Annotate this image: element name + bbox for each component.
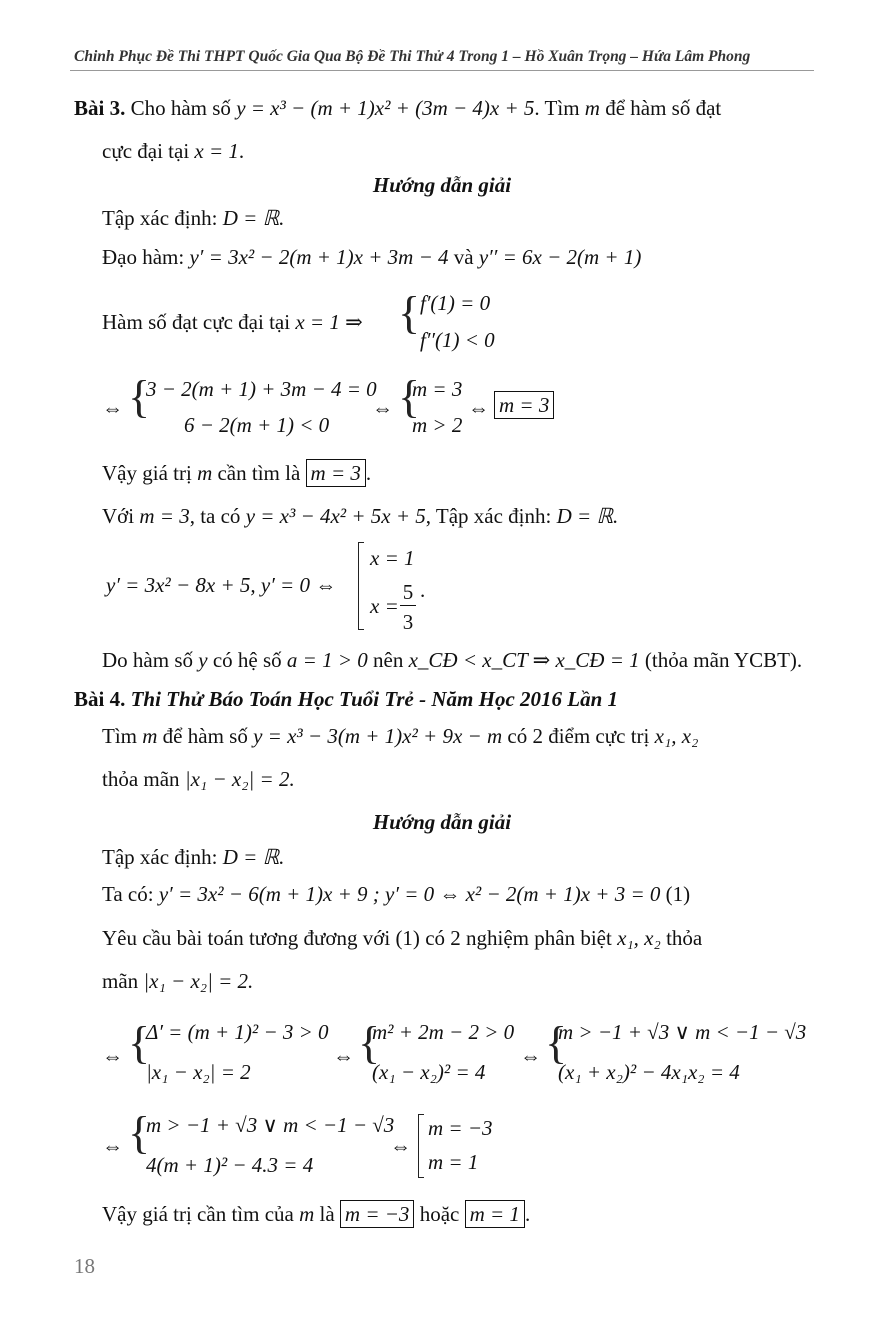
bai3-m: m bbox=[584, 96, 600, 120]
bai4-function: y = x³ − 3(m + 1)x² + 9x − m bbox=[253, 724, 503, 748]
brace-icon: { bbox=[398, 287, 421, 338]
bai3-domain-label: Tập xác định: bbox=[102, 206, 218, 230]
bai3-conclusion-box: m = 3 bbox=[306, 459, 366, 487]
page-number: 18 bbox=[74, 1254, 95, 1278]
bai3-text-c: để hàm số đạt bbox=[605, 96, 722, 120]
bracket-icon bbox=[358, 542, 364, 630]
bai4-statement-line2 bbox=[102, 769, 295, 790]
bai4-title: Bài 4. bbox=[74, 687, 126, 711]
bai3-root1: x = 1 bbox=[370, 546, 415, 570]
bai3-check-c: , Tập xác định: bbox=[425, 504, 552, 528]
bai3-final-ineq: x_CĐ < x_CT ⇒ x_CĐ = 1 bbox=[408, 648, 640, 672]
bai4-text-b: để hàm số bbox=[162, 724, 248, 748]
bai3-solution-heading: Hướng dẫn giải bbox=[372, 173, 512, 197]
fraction-bar bbox=[400, 605, 416, 606]
bai3-result-box bbox=[494, 395, 554, 416]
bai4-cond: |x₁ − x₂| = 2. bbox=[184, 767, 295, 791]
bai4-sysD-2: 4(m + 1)² − 4.3 = 4 bbox=[146, 1153, 314, 1177]
bai3-max-label: Hàm số đạt cực đại tại bbox=[102, 310, 291, 334]
bai4-satisfy: thỏa mãn bbox=[102, 767, 180, 791]
bai3-equiv-3: ⇔ bbox=[468, 396, 489, 420]
bai4-m: m bbox=[142, 724, 158, 748]
bai4-source: Thi Thử Báo Toán Học Tuổi Trẻ - Năm Học 2016 Lần 1 bbox=[130, 687, 619, 711]
bai3-yprime-zero: y′ = 0 ⇔ bbox=[260, 573, 337, 597]
bai3-deriv1: y′ = 3x² − 2(m + 1)x + 3m − 4 bbox=[189, 245, 449, 269]
bai4-equiv-2: ⇔ bbox=[333, 1044, 354, 1068]
bai3-line2-text: cực đại tại bbox=[102, 139, 190, 163]
bai3-conclusion: Vậy giá trị m cần tìm là m = 3 . bbox=[102, 461, 372, 485]
bai4-domain-value: D = ℝ. bbox=[222, 845, 285, 869]
bai4-req-cond: |x₁ − x₂| = 2. bbox=[143, 969, 254, 993]
bai3-text-b: . Tìm bbox=[534, 96, 580, 120]
bai3-conclusion-m: m bbox=[197, 461, 213, 485]
bai4-sysC-1: m > −1 + √3 ∨ m < −1 − √3 bbox=[558, 1020, 807, 1044]
bai4-equiv-3: ⇔ bbox=[520, 1044, 541, 1068]
bai4-equiv-4: ⇔ bbox=[102, 1134, 123, 1158]
bai4-req-c: thỏa bbox=[666, 926, 703, 950]
header-rule bbox=[70, 70, 814, 71]
bai4-sysD-1: m > −1 + √3 ∨ m < −1 − √3 bbox=[146, 1113, 395, 1137]
bai3-statement bbox=[74, 98, 721, 119]
bai3-title: Bài 3. bbox=[74, 96, 126, 120]
bai3-sys1-a: f′(1) = 0 bbox=[420, 291, 491, 315]
bai3-check-m: m = 3 bbox=[139, 504, 190, 528]
bai3-domain-value: D = ℝ. bbox=[222, 206, 285, 230]
bai3-root2-num: 5 bbox=[402, 580, 414, 604]
bai4-conclusion: Vậy giá trị cần tìm của m là m = −3 hoặc m = 1 . bbox=[102, 1202, 531, 1226]
bai4-answer-box-1: m = −3 bbox=[340, 1200, 415, 1228]
bai4-domain-label: Tập xác định: bbox=[102, 845, 218, 869]
bai3-yprime bbox=[106, 575, 336, 596]
bai4-ans2: m = 1 bbox=[428, 1150, 479, 1174]
bai3-equiv-1: ⇔ bbox=[102, 396, 123, 420]
bai3-check-func: y = x³ − 4x² + 5x + 5 bbox=[245, 504, 426, 528]
bai3-check-a: Với bbox=[102, 504, 135, 528]
bai3-yprime-expr: y′ = 3x² − 8x + 5, bbox=[106, 573, 256, 597]
bai3-domain bbox=[102, 208, 284, 229]
bai3-condition: x = 1 bbox=[194, 139, 239, 163]
running-header: Chinh Phục Đề Thi THPT Quốc Gia Qua Bộ Đề Thi Thử 4 Trong 1 – Hồ Xuân Trọng – Hứa Lâm Phong bbox=[74, 48, 751, 65]
bai3-final-b: có hệ số bbox=[212, 648, 282, 672]
bai3-conclusion-label: Vậy giá trị bbox=[102, 461, 192, 485]
bai3-check bbox=[102, 506, 618, 527]
bai4-req-d: mãn bbox=[102, 969, 139, 993]
bai3-check-b: , ta có bbox=[189, 504, 241, 528]
bai4-extrema: x₁, x₂ bbox=[654, 724, 699, 748]
bai4-solution-heading: Hướng dẫn giải bbox=[372, 810, 512, 834]
bai4-sysA-2: |x₁ − x₂| = 2 bbox=[146, 1060, 251, 1084]
bai3-final-a: Do hàm số bbox=[102, 648, 193, 672]
bai4-sysB-1: m² + 2m − 2 > 0 bbox=[372, 1020, 515, 1044]
bai3-statement-line2: cực đại tại x = 1. bbox=[102, 139, 245, 163]
brace-icon: { bbox=[545, 1017, 568, 1068]
bai3-max-condition bbox=[102, 312, 363, 333]
bai4-conclusion-m: m bbox=[299, 1202, 315, 1226]
bai3-sys3-a: m = 3 bbox=[412, 377, 463, 401]
bai3-result-box-value: m = 3 bbox=[494, 391, 554, 419]
bai3-final-y: y bbox=[198, 648, 208, 672]
bai3-derivative bbox=[102, 247, 641, 268]
bai4-req-b: có 2 nghiệm phân biệt bbox=[425, 926, 612, 950]
bai4-sysB-2: (x₁ − x₂)² = 4 bbox=[372, 1060, 486, 1084]
bai3-sys2-a: 3 − 2(m + 1) + 3m − 4 = 0 bbox=[146, 377, 377, 401]
bai3-equiv-2: ⇔ bbox=[372, 396, 393, 420]
bai3-function: y = x³ − (m + 1)x² + (3m − 4)x + 5 bbox=[236, 96, 535, 120]
brace-icon: { bbox=[358, 1017, 381, 1068]
bai4-equiv-1: ⇔ bbox=[102, 1044, 123, 1068]
bai4-derivative bbox=[102, 884, 690, 905]
bai4-conclusion-a: Vậy giá trị cần tìm của bbox=[102, 1202, 294, 1226]
bai4-answer-box-2: m = 1 bbox=[465, 1200, 525, 1228]
bai3-root-period: . bbox=[420, 578, 426, 602]
bai3-max-cond: x = 1 ⇒ bbox=[295, 310, 363, 334]
bai3-deriv2: y′′ = 6x − 2(m + 1) bbox=[478, 245, 642, 269]
bracket-icon bbox=[418, 1114, 424, 1178]
bai4-title-line bbox=[74, 689, 618, 710]
bai4-requirement-line2 bbox=[102, 971, 253, 992]
bai4-eq-tag: (1) bbox=[665, 882, 691, 906]
brace-icon: { bbox=[128, 371, 151, 422]
bai3-conclusion-mid: cần tìm là bbox=[217, 461, 301, 485]
bai3-final-coef: a = 1 > 0 bbox=[286, 648, 368, 672]
bai4-statement bbox=[102, 726, 698, 747]
bai3-sys2-b: 6 − 2(m + 1) < 0 bbox=[184, 413, 330, 437]
bai4-req-a: Yêu cầu bài toán tương đương với bbox=[102, 926, 391, 950]
bai4-req-extrema: x₁, x₂ bbox=[617, 926, 661, 950]
bai3-root2-den: 3 bbox=[402, 610, 414, 634]
bai4-text-a: Tìm bbox=[102, 724, 137, 748]
bai3-and: và bbox=[453, 245, 474, 269]
brace-icon: { bbox=[128, 1017, 151, 1068]
bai4-or: hoặc bbox=[419, 1202, 460, 1226]
bai4-have: Ta có: bbox=[102, 882, 154, 906]
bai3-deriv-label: Đạo hàm: bbox=[102, 245, 185, 269]
brace-icon: { bbox=[398, 371, 421, 422]
bai3-final-d: (thỏa mãn YCBT). bbox=[644, 648, 803, 672]
bai3-final-c: nên bbox=[373, 648, 404, 672]
brace-icon: { bbox=[128, 1107, 151, 1158]
bai3-sys1-b: f′′(1) < 0 bbox=[420, 328, 495, 352]
bai4-text-c: có 2 điểm cực trị bbox=[507, 724, 650, 748]
bai4-domain bbox=[102, 847, 284, 868]
bai4-conclusion-b: là bbox=[319, 1202, 335, 1226]
bai3-sys3-b: m > 2 bbox=[412, 413, 463, 437]
bai4-deriv: y′ = 3x² − 6(m + 1)x + 9 ; y′ = 0 ⇔ x² − 2(m + 1)x + 3 = 0 bbox=[158, 882, 661, 906]
bai4-sysA-1: Δ′ = (m + 1)² − 3 > 0 bbox=[146, 1020, 329, 1044]
bai3-check-domain: D = ℝ. bbox=[556, 504, 619, 528]
bai4-req-tag: (1) bbox=[395, 926, 420, 950]
bai3-final bbox=[102, 650, 802, 671]
bai4-ans1: m = −3 bbox=[428, 1116, 493, 1140]
bai4-requirement bbox=[102, 928, 702, 949]
bai4-sysC-2: (x₁ + x₂)² − 4x₁x₂ = 4 bbox=[558, 1060, 740, 1084]
bai4-equiv-5: ⇔ bbox=[390, 1134, 411, 1158]
bai3-text-a: Cho hàm số bbox=[130, 96, 231, 120]
bai3-root2-lhs: x = bbox=[370, 594, 399, 618]
